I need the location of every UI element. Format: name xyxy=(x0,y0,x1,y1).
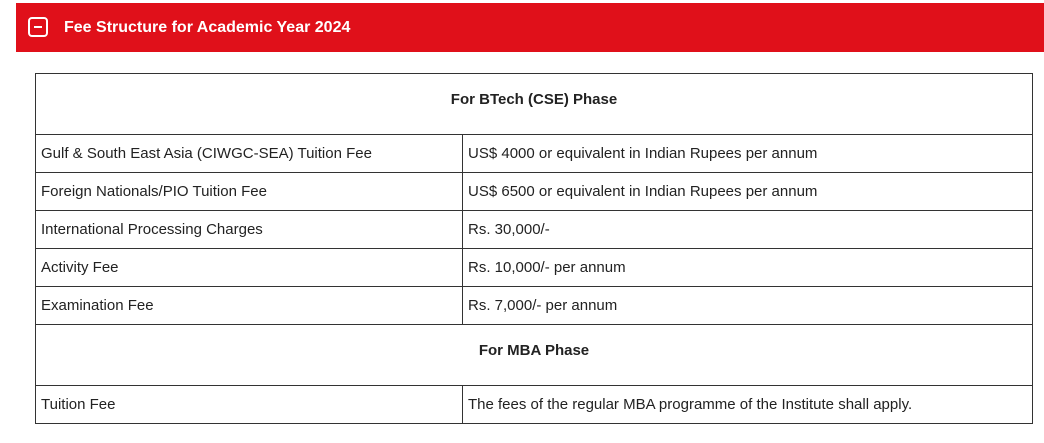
fee-structure-table xyxy=(35,73,1033,424)
fee-label: International Processing Charges xyxy=(36,211,463,249)
fee-value: US$ 4000 or equivalent in Indian Rupees per annum xyxy=(463,135,1033,173)
fee-value: The fees of the regular MBA programme of the Institute shall apply. xyxy=(463,386,1033,424)
fee-label: Activity Fee xyxy=(36,249,463,287)
section-heading-row xyxy=(36,74,1033,135)
fee-label: Gulf & South East Asia (CIWGC-SEA) Tuition Fee xyxy=(36,135,463,173)
fee-value: Rs. 10,000/- per annum xyxy=(463,249,1033,287)
fee-value: Rs. 30,000/- xyxy=(463,211,1033,249)
mba-section-heading: For MBA Phase xyxy=(36,325,1033,386)
accordion-header[interactable] xyxy=(16,3,1044,52)
minus-square-icon[interactable] xyxy=(28,17,48,37)
table-row xyxy=(36,386,1033,424)
fee-label: Tuition Fee xyxy=(36,386,463,424)
accordion-title: Fee Structure for Academic Year 2024 xyxy=(64,19,351,36)
table-row xyxy=(36,287,1033,325)
btech-section-heading: For BTech (CSE) Phase xyxy=(36,74,1033,135)
table-row xyxy=(36,211,1033,249)
fee-label: Foreign Nationals/PIO Tuition Fee xyxy=(36,173,463,211)
fee-value: US$ 6500 or equivalent in Indian Rupees per annum xyxy=(463,173,1033,211)
table-row xyxy=(36,173,1033,211)
fee-label: Examination Fee xyxy=(36,287,463,325)
section-heading-row xyxy=(36,325,1033,386)
table-row xyxy=(36,249,1033,287)
minus-bar xyxy=(34,26,42,28)
table-row xyxy=(36,135,1033,173)
fee-value: Rs. 7,000/- per annum xyxy=(463,287,1033,325)
